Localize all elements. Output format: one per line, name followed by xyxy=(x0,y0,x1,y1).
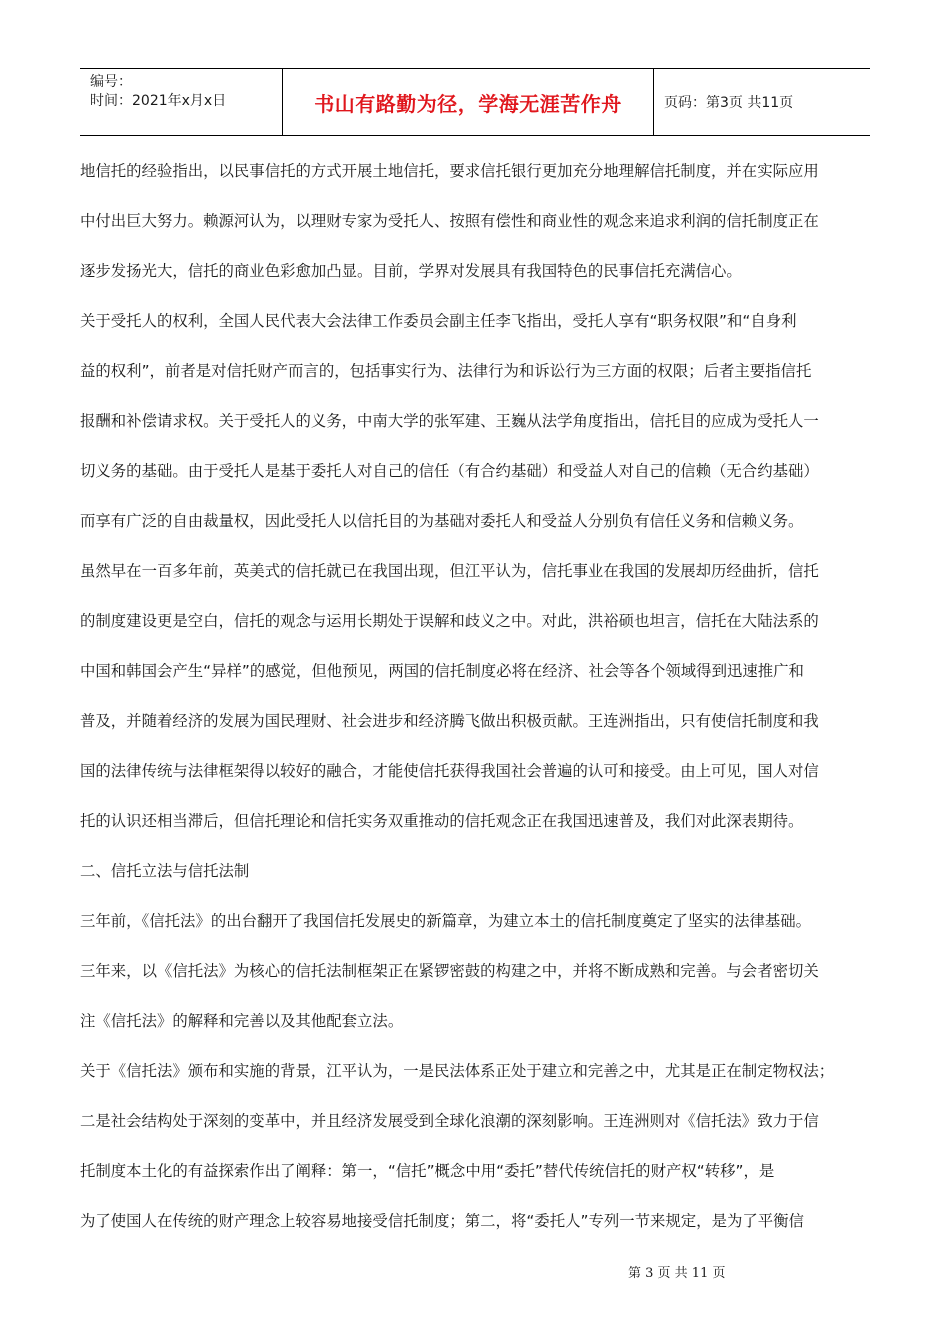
body-line: 而享有广泛的自由裁量权，因此受托人以信托目的为基础对委托人和受益人分别负有信任义务和信赖义务。 xyxy=(80,512,804,530)
body-line: 普及，并随着经济的发展为国民理财、社会进步和经济腾飞做出积极贡献。王连洲指出，只有使信托制度和我 xyxy=(80,712,819,730)
page-footer: 第 3 页 共 11 页 xyxy=(628,1266,726,1281)
body-line: 益的权利”，前者是对信托财产而言的，包括事实行为、法律行为和诉讼行为三方面的权限；后者主要指信托 xyxy=(80,362,812,380)
body-line: 关于《信托法》颁布和实施的背景，江平认为，一是民法体系正处于建立和完善之中，尤其是正在制定物权法； xyxy=(80,1062,835,1080)
body-line: 为了使国人在传统的财产理念上较容易地接受信托制度；第二，将“委托人”专列一节来规定，是为了平衡信 xyxy=(80,1212,804,1230)
body-line: 注《信托法》的解释和完善以及其他配套立法。 xyxy=(80,1012,404,1030)
body-line: 逐步发扬光大，信托的商业色彩愈加凸显。目前，学界对发展具有我国特色的民事信托充满信心。 xyxy=(80,262,742,280)
header-motto: 书山有路勤为径，学海无涯苦作舟 xyxy=(282,69,654,135)
section-heading: 二、信托立法与信托法制 xyxy=(80,862,250,880)
header-meta-cell xyxy=(80,69,282,135)
body-line: 的制度建设更是空白，信托的观念与运用长期处于误解和歧义之中。对此，洪裕硕也坦言，信托在大陆法系的 xyxy=(80,612,819,630)
body-line: 托制度本土化的有益探索作出了阐释：第一，“信托”概念中用“委托”替代传统信托的财产权“转移”，是 xyxy=(80,1162,775,1180)
body-line: 虽然早在一百多年前，英美式的信托就已在我国出现，但江平认为，信托事业在我国的发展却历经曲折，信托 xyxy=(80,562,819,580)
body-line: 中付出巨大努力。赖源河认为，以理财专家为受托人、按照有偿性和商业性的观念来追求利润的信托制度正在 xyxy=(80,212,819,230)
document-body xyxy=(80,146,872,1246)
body-line: 地信托的经验指出，以民事信托的方式开展土地信托，要求信托银行更加充分地理解信托制度，并在实际应用 xyxy=(80,162,819,180)
body-line: 关于受托人的权利，全国人民代表大会法律工作委员会副主任李飞指出，受托人享有“职务权限”和“自身利 xyxy=(80,312,797,330)
body-line: 切义务的基础。由于受托人是基于委托人对自己的信任（有合约基础）和受益人对自己的信赖（无合约基础） xyxy=(80,462,819,480)
body-line: 二是社会结构处于深刻的变革中，并且经济发展受到全球化浪潮的深刻影响。王连洲则对《信托法》致力于信 xyxy=(80,1112,819,1130)
body-line: 三年前，《信托法》的出台翻开了我国信托发展史的新篇章，为建立本土的信托制度奠定了坚实的法律基础。 xyxy=(80,912,812,930)
document-date-label: 时间：2021年x月x日 xyxy=(90,93,227,109)
header-page-number: 页码：第3页 共11页 xyxy=(664,95,794,111)
document-header xyxy=(80,68,870,136)
document-number-label: 编号： xyxy=(90,74,132,90)
body-line: 托的认识还相当滞后，但信托理论和信托实务双重推动的信托观念正在我国迅速普及，我们对此深表期待。 xyxy=(80,812,804,830)
body-line: 三年来，以《信托法》为核心的信托法制框架正在紧锣密鼓的构建之中，并将不断成熟和完善。与会者密切关 xyxy=(80,962,819,980)
body-line: 中国和韩国会产生“异样”的感觉，但他预见，两国的信托制度必将在经济、社会等各个领域得到迅速推广和 xyxy=(80,662,804,680)
body-line: 国的法律传统与法律框架得以较好的融合，才能使信托获得我国社会普遍的认可和接受。由上可见，国人对信 xyxy=(80,762,819,780)
body-line: 报酬和补偿请求权。关于受托人的义务，中南大学的张军建、王巍从法学角度指出，信托目的应成为受托人一 xyxy=(80,412,819,430)
